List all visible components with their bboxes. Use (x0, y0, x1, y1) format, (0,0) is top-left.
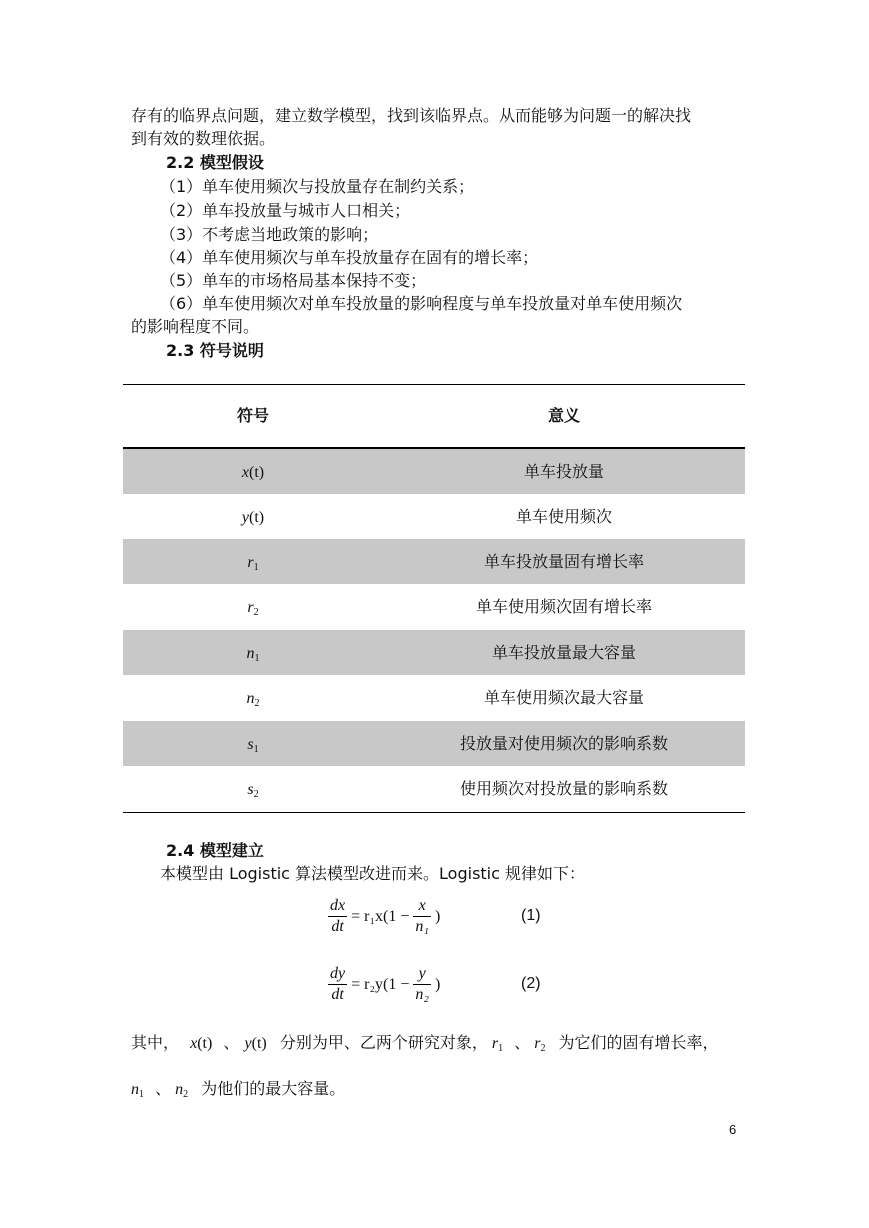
assumption-5: （5）单车的市场格局基本保持不变； (160, 271, 427, 290)
meaning: 投放量对使用频次的影响系数 (459, 734, 668, 753)
page-number: 6 (729, 1122, 737, 1137)
equation-1-number: (1) (521, 907, 541, 924)
assumption-1: （1）单车使用频次与投放量存在制约关系； (160, 177, 475, 196)
table-row (123, 675, 745, 720)
table-row (123, 539, 745, 584)
intro-line-1: 存有的临界点问题，建立数学模型，找到该临界点。从而能够为问题一的解决找 (131, 106, 692, 125)
header-meaning: 意义 (547, 406, 580, 425)
symbol-x: x(t) (241, 464, 265, 481)
equation-2-number: (2) (521, 975, 541, 992)
table-row (123, 630, 745, 675)
meaning: 使用频次对投放量的影响系数 (459, 779, 668, 798)
symbol-n1: $n_1$ (246, 645, 260, 664)
table-row (123, 494, 745, 539)
table-row (123, 766, 745, 811)
equation-1: $\frac{dx}{dt}$ = r₁x(1 − $\frac{x}{\text{n₁}}$ ) (330, 897, 441, 935)
assumption-6: （6）单车使用频次对单车投放量的影响程度与单车投放量对单车使用频次 (160, 294, 683, 313)
section-2-2-title: 2.2 模型假设 (166, 153, 264, 172)
meaning: 单车投放量固有增长率 (483, 552, 644, 571)
assumption-3: （3）不考虑当地政策的影响； (160, 225, 379, 244)
intro-line-2: 到有效的数理依据。 (131, 129, 276, 148)
table-row (123, 584, 745, 629)
section-2-3-title: 2.3 符号说明 (166, 341, 264, 360)
equation-2: $\frac{dy}{dt}$ = r₂y(1 − $\frac{y}{\text{n₂}}$ ) (330, 965, 441, 1003)
symbol-n2: $n_2$ (246, 690, 260, 709)
where-line-2: $n_1$ 、 $n_2$ 为他们的最大容量。 (131, 1079, 346, 1100)
assumption-6-continued: 的影响程度不同。 (131, 317, 260, 336)
symbol-r2: $r_2$ (247, 599, 259, 618)
header-symbol: 符号 (236, 406, 269, 425)
symbol-s1: $s_1$ (247, 736, 259, 755)
where-line-1: 其中， x(t) 、 y(t) 分别为甲、乙两个研究对象， $r_1$ 、 $r_2$ 为它们的固有增长率， (131, 1033, 719, 1054)
meaning: 单车投放量最大容量 (491, 643, 636, 662)
assumption-2: （2）单车投放量与城市人口相关； (160, 201, 411, 220)
table-row (123, 721, 745, 766)
symbol-s2: $s_2$ (247, 781, 259, 800)
meaning: 单车使用频次 (515, 507, 612, 526)
symbol-r1: $r_1$ (247, 554, 259, 573)
table-bottom-rule (123, 812, 745, 813)
symbol-y: y(t) (241, 509, 265, 526)
section-2-4-title: 2.4 模型建立 (166, 841, 264, 860)
table-row (123, 449, 745, 494)
meaning: 单车投放量 (523, 462, 604, 481)
table-header (123, 385, 745, 447)
model-intro: 本模型由 Logistic 算法模型改进而来。Logistic 规律如下： (160, 864, 586, 883)
meaning: 单车使用频次固有增长率 (475, 597, 652, 616)
assumption-4: （4）单车使用频次与单车投放量存在固有的增长率； (160, 248, 539, 267)
meaning: 单车使用频次最大容量 (483, 688, 644, 707)
